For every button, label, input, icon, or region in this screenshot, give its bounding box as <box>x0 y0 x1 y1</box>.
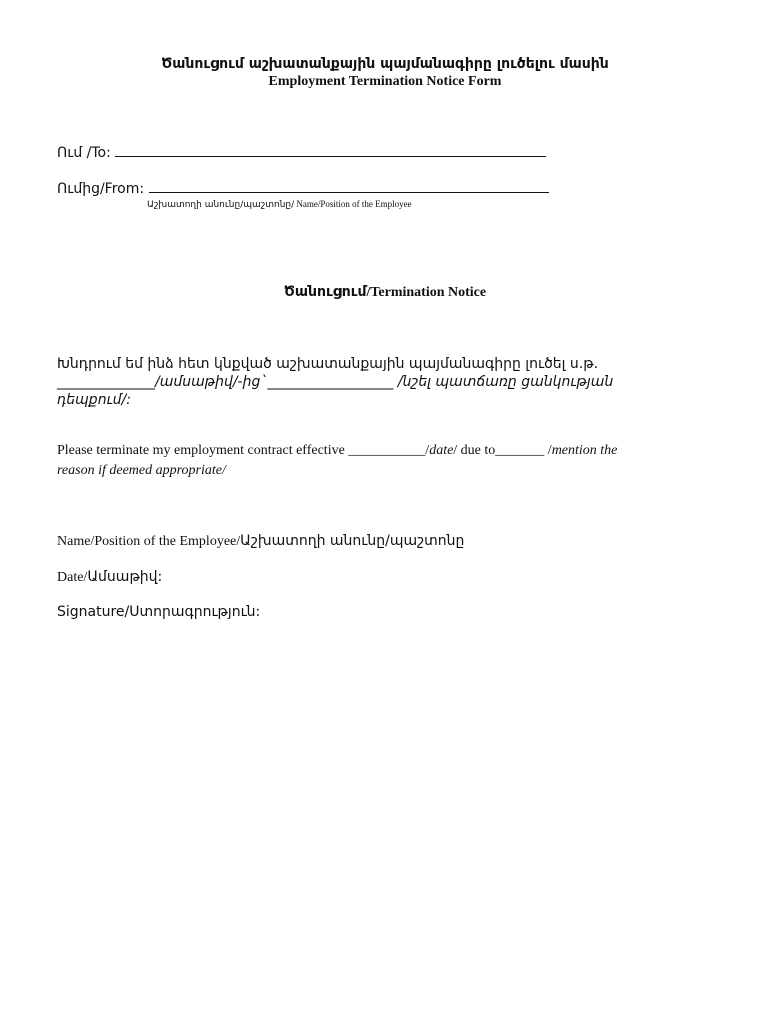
paragraph-armenian-line-2 <box>57 374 613 390</box>
date-armenian: Ամսաթիվ: <box>87 569 163 585</box>
date-english: Date/ <box>57 570 88 585</box>
paragraph-armenian-line-3: դեպքում/: <box>57 392 131 408</box>
from-hint-armenian: Աշխատողի անունը/պաշտոնը/ <box>147 200 295 210</box>
paragraph-english-start: Please terminate my employment contract effective ___________/ <box>57 443 430 458</box>
paragraph-english-line-1 <box>57 443 617 459</box>
to-input-line[interactable] <box>115 156 546 157</box>
paragraph-english-line-2: reason if deemed appropriate/ <box>57 463 226 478</box>
date-label-armenian: /ամսաթիվ/-ից` <box>155 374 268 390</box>
title-english: Employment Termination Notice Form <box>268 74 502 89</box>
from-label: Ումից/From: <box>57 181 149 197</box>
employee-name-row <box>57 533 464 550</box>
to-label: Ում /To: <box>57 145 116 161</box>
mention-reason-text: mention the <box>551 443 618 458</box>
date-blank[interactable]: ______________ <box>57 374 155 390</box>
employee-name-armenian: Աշխատողի անունը/պաշտոնը <box>240 533 465 549</box>
date-row <box>57 569 162 586</box>
employee-name-english: Name/Position of the Employee/ <box>57 534 241 549</box>
notice-heading-english: /Termination Notice <box>366 285 487 300</box>
due-to-text: / due to_______ / <box>453 443 552 458</box>
notice-heading-armenian: Ծանուցում <box>283 284 367 300</box>
title-armenian: Ծանուցում աշխատանքային պայմանագիրը լուծելու մասին <box>161 56 609 72</box>
notice-heading <box>0 284 770 301</box>
reason-blank[interactable]: __________________ <box>267 374 394 390</box>
from-input-line[interactable] <box>149 192 549 193</box>
from-hint-english: Name/Position of the Employee <box>294 199 412 209</box>
signature-row[interactable]: Signature/Ստորագրություն: <box>57 604 261 620</box>
reason-hint-armenian: /նշել պատճառը ցանկության <box>393 374 614 390</box>
to-row <box>57 145 546 161</box>
from-row <box>57 181 549 197</box>
date-word: date <box>429 443 454 458</box>
paragraph-armenian-line-1: Խնդրում եմ ինձ հետ կնքված աշխատանքային պայմանագիրը լուծել ս.թ. <box>57 356 599 372</box>
from-hint <box>147 199 412 210</box>
